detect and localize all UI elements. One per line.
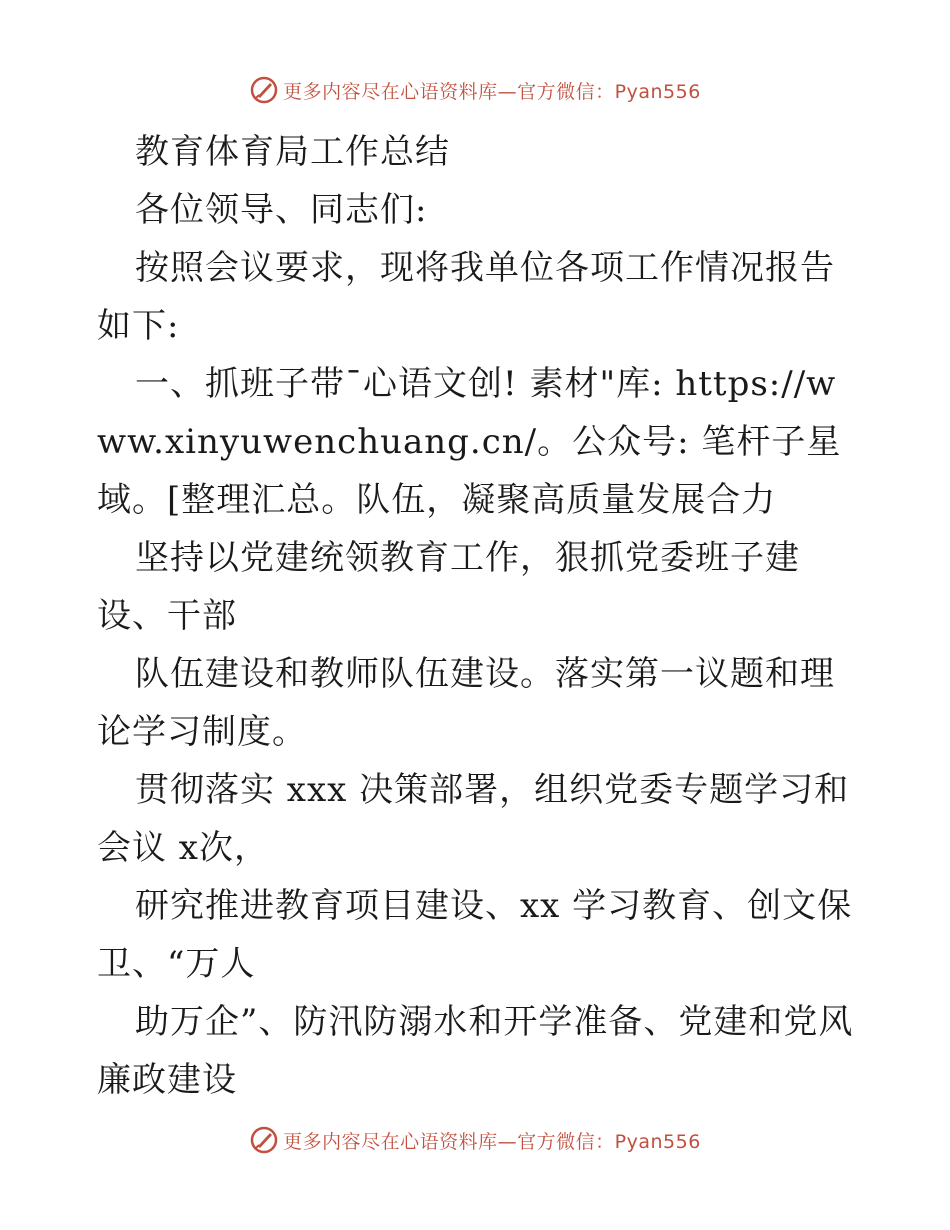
document-title: 教育体育局工作总结 xyxy=(135,132,450,172)
paragraph: 研究推进教育项目建设、xx 学习教育、创文保卫、“万人 xyxy=(97,886,853,984)
quill-pen-logo-icon xyxy=(249,1125,279,1155)
salutation: 各位领导、同志们: xyxy=(135,190,428,230)
paragraph: 队伍建设和教师队伍建设。落实第一议题和理论学习制度。 xyxy=(97,654,835,752)
paragraph: 坚持以党建统领教育工作，狠抓党委班子建设、干部 xyxy=(97,538,800,636)
watermark-banner-bottom xyxy=(0,1120,950,1160)
document-body xyxy=(97,123,857,1109)
paragraph: 按照会议要求，现将我单位各项工作情况报告如下: xyxy=(97,248,835,346)
paragraph: 贯彻落实 xxx 决策部署，组织党委专题学习和会议 x次， xyxy=(97,770,850,868)
watermark-banner-top xyxy=(0,70,950,110)
paragraph: 助万企”、防汛防溺水和开学准备、党建和党风廉政建设 xyxy=(97,1002,854,1100)
quill-pen-logo-icon xyxy=(249,75,279,105)
watermark-text: 更多内容尽在心语资料库—官方微信：Pyan556 xyxy=(283,1130,701,1153)
watermark-text: 更多内容尽在心语资料库—官方微信：Pyan556 xyxy=(283,80,701,103)
section-heading: 一、抓班子带¯心语文创! 素材"库: https://www.xinyuwenchuang.cn/。公众号: 笔杆子星域。[整理汇总。队伍，凝聚高质量发展合力 xyxy=(97,364,842,520)
